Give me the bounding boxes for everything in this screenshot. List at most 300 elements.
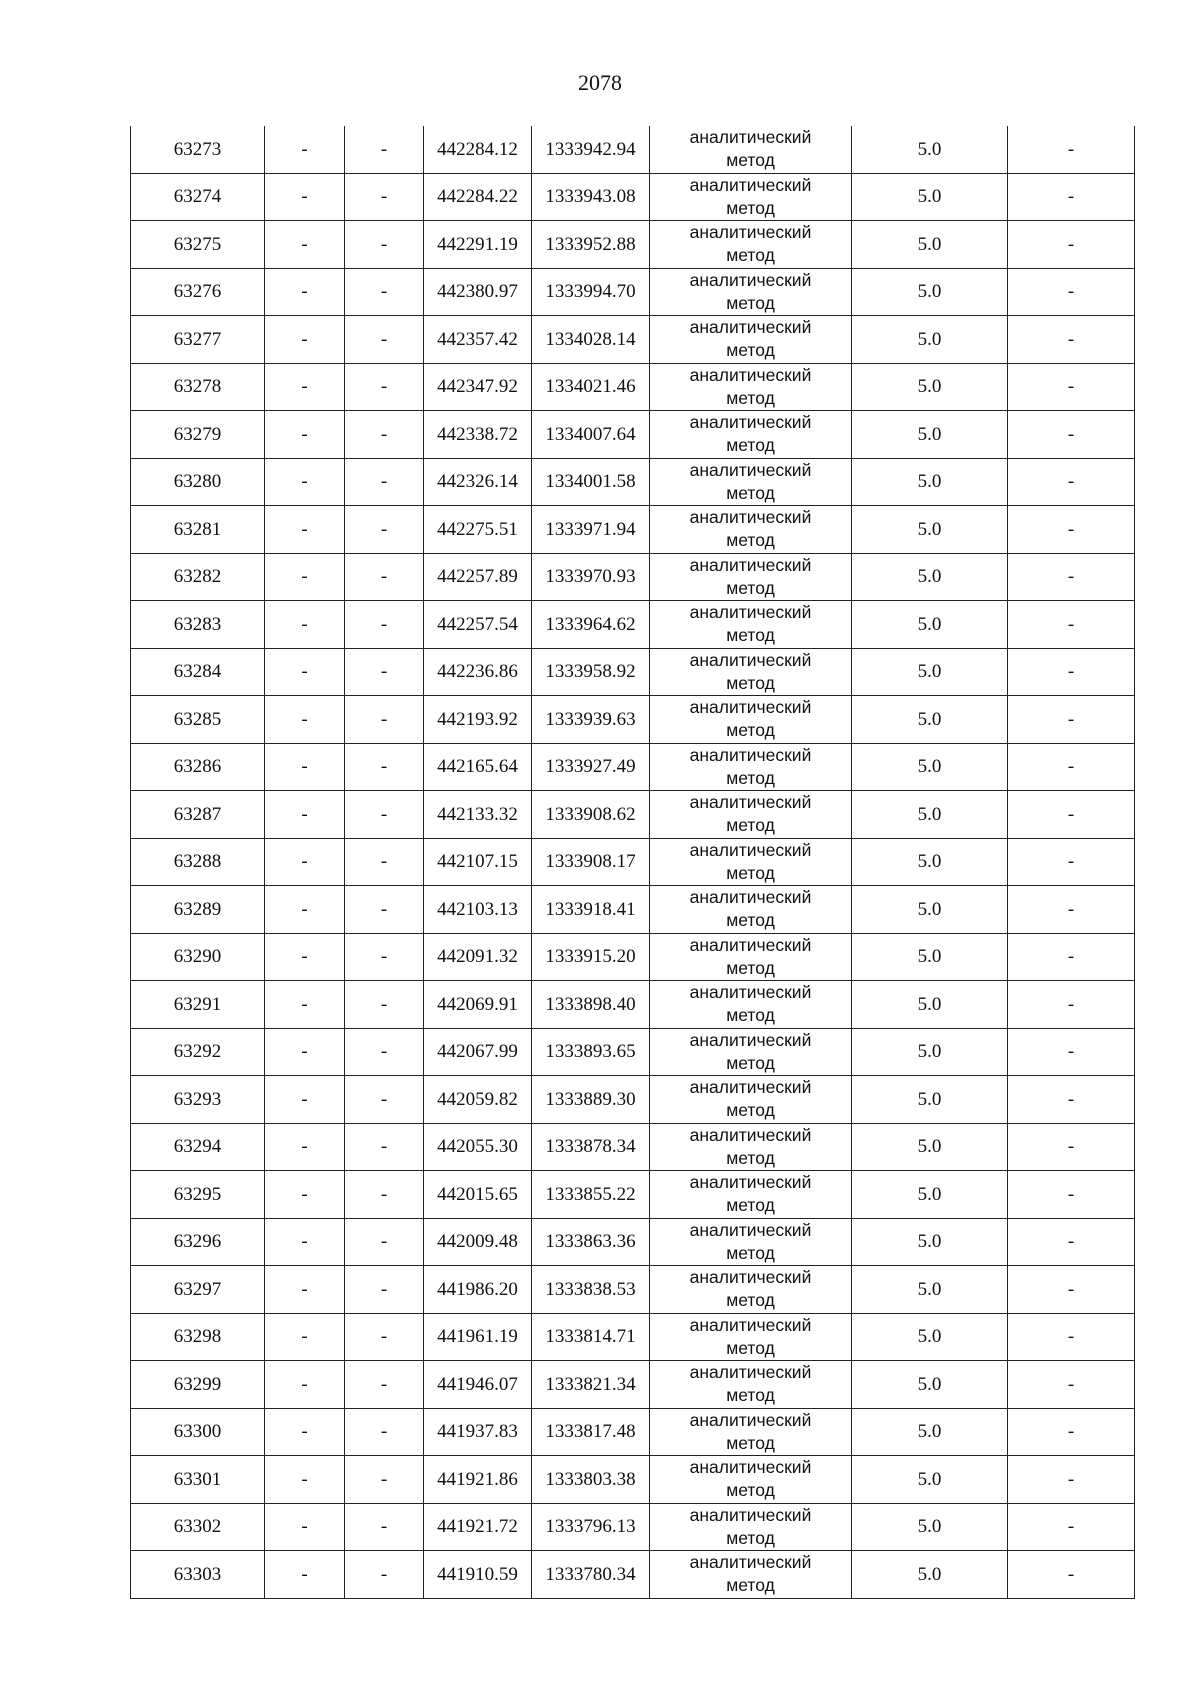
empty-value-cell: - xyxy=(345,933,424,981)
empty-value-cell: - xyxy=(1008,553,1135,601)
empty-value-cell: - xyxy=(265,1551,345,1599)
table-row xyxy=(131,791,1135,839)
method-line2: метод xyxy=(726,482,775,503)
empty-value-cell: - xyxy=(1008,1218,1135,1266)
method-line2: метод xyxy=(726,1480,775,1501)
empty-value-cell: - xyxy=(265,1123,345,1171)
method-cell xyxy=(650,1123,852,1171)
y-coordinate-cell: 1333971.94 xyxy=(532,506,650,554)
point-number-cell: 63282 xyxy=(131,553,265,601)
y-coordinate-cell: 1333821.34 xyxy=(532,1361,650,1409)
empty-value-cell: - xyxy=(345,1551,424,1599)
method-cell xyxy=(650,981,852,1029)
y-coordinate-cell: 1333908.62 xyxy=(532,791,650,839)
x-coordinate-cell: 442291.19 xyxy=(424,221,532,269)
method-cell xyxy=(650,1551,852,1599)
empty-value-cell: - xyxy=(1008,648,1135,696)
empty-value-cell: - xyxy=(345,1408,424,1456)
empty-value-cell: - xyxy=(345,1266,424,1314)
x-coordinate-cell: 442338.72 xyxy=(424,411,532,459)
method-cell xyxy=(650,1361,852,1409)
empty-value-cell: - xyxy=(265,1503,345,1551)
y-coordinate-cell: 1333942.94 xyxy=(532,126,650,173)
empty-value-cell: - xyxy=(1008,316,1135,364)
point-number-cell: 63283 xyxy=(131,601,265,649)
method-line2: метод xyxy=(726,1432,775,1453)
y-coordinate-cell: 1334021.46 xyxy=(532,363,650,411)
method-line1: аналитический xyxy=(689,602,812,623)
point-number-cell: 63288 xyxy=(131,838,265,886)
accuracy-cell: 5.0 xyxy=(852,1123,1008,1171)
empty-value-cell: - xyxy=(345,1028,424,1076)
table-row xyxy=(131,1076,1135,1124)
method-cell xyxy=(650,268,852,316)
method-cell xyxy=(650,1313,852,1361)
y-coordinate-cell: 1333855.22 xyxy=(532,1171,650,1219)
point-number-cell: 63273 xyxy=(131,126,265,173)
table-row xyxy=(131,316,1135,364)
accuracy-cell: 5.0 xyxy=(852,363,1008,411)
empty-value-cell: - xyxy=(1008,268,1135,316)
table-row xyxy=(131,553,1135,601)
method-cell xyxy=(650,696,852,744)
point-number-cell: 63291 xyxy=(131,981,265,1029)
x-coordinate-cell: 442236.86 xyxy=(424,648,532,696)
point-number-cell: 63299 xyxy=(131,1361,265,1409)
y-coordinate-cell: 1333970.93 xyxy=(532,553,650,601)
table-row xyxy=(131,1313,1135,1361)
empty-value-cell: - xyxy=(265,316,345,364)
x-coordinate-cell: 441921.86 xyxy=(424,1456,532,1504)
empty-value-cell: - xyxy=(345,1313,424,1361)
table-row xyxy=(131,221,1135,269)
y-coordinate-cell: 1333863.36 xyxy=(532,1218,650,1266)
x-coordinate-cell: 442059.82 xyxy=(424,1076,532,1124)
method-line1: аналитический xyxy=(689,1029,812,1050)
empty-value-cell: - xyxy=(265,363,345,411)
method-cell xyxy=(650,506,852,554)
method-line1: аналитический xyxy=(689,1409,812,1430)
accuracy-cell: 5.0 xyxy=(852,126,1008,173)
y-coordinate-cell: 1333838.53 xyxy=(532,1266,650,1314)
point-number-cell: 63286 xyxy=(131,743,265,791)
empty-value-cell: - xyxy=(345,791,424,839)
method-line2: метод xyxy=(726,150,775,171)
point-number-cell: 63290 xyxy=(131,933,265,981)
x-coordinate-cell: 442193.92 xyxy=(424,696,532,744)
table-row xyxy=(131,601,1135,649)
method-line1: аналитический xyxy=(689,459,812,480)
method-cell xyxy=(650,743,852,791)
method-cell xyxy=(650,1408,852,1456)
empty-value-cell: - xyxy=(345,316,424,364)
method-line2: метод xyxy=(726,1242,775,1263)
empty-value-cell: - xyxy=(1008,458,1135,506)
empty-value-cell: - xyxy=(1008,1456,1135,1504)
point-number-cell: 63295 xyxy=(131,1171,265,1219)
method-cell xyxy=(650,1456,852,1504)
method-line2: метод xyxy=(726,1052,775,1073)
empty-value-cell: - xyxy=(1008,838,1135,886)
method-cell xyxy=(650,1266,852,1314)
empty-value-cell: - xyxy=(265,601,345,649)
empty-value-cell: - xyxy=(265,1361,345,1409)
empty-value-cell: - xyxy=(345,458,424,506)
method-cell xyxy=(650,648,852,696)
method-cell xyxy=(650,316,852,364)
point-number-cell: 63279 xyxy=(131,411,265,459)
x-coordinate-cell: 442257.89 xyxy=(424,553,532,601)
point-number-cell: 63301 xyxy=(131,1456,265,1504)
empty-value-cell: - xyxy=(265,791,345,839)
method-line2: метод xyxy=(726,387,775,408)
y-coordinate-cell: 1334007.64 xyxy=(532,411,650,459)
empty-value-cell: - xyxy=(345,838,424,886)
y-coordinate-cell: 1333915.20 xyxy=(532,933,650,981)
x-coordinate-cell: 442015.65 xyxy=(424,1171,532,1219)
empty-value-cell: - xyxy=(1008,981,1135,1029)
method-line1: аналитический xyxy=(689,1552,812,1573)
empty-value-cell: - xyxy=(1008,173,1135,221)
x-coordinate-cell: 442326.14 xyxy=(424,458,532,506)
empty-value-cell: - xyxy=(265,1408,345,1456)
method-cell xyxy=(650,1028,852,1076)
empty-value-cell: - xyxy=(265,933,345,981)
method-line2: метод xyxy=(726,1385,775,1406)
x-coordinate-cell: 441910.59 xyxy=(424,1551,532,1599)
method-line1: аналитический xyxy=(689,507,812,528)
method-line1: аналитический xyxy=(689,934,812,955)
method-line2: метод xyxy=(726,815,775,836)
accuracy-cell: 5.0 xyxy=(852,1456,1008,1504)
method-line2: метод xyxy=(726,1337,775,1358)
method-line1: аналитический xyxy=(689,364,812,385)
empty-value-cell: - xyxy=(345,743,424,791)
y-coordinate-cell: 1333958.92 xyxy=(532,648,650,696)
empty-value-cell: - xyxy=(1008,743,1135,791)
x-coordinate-cell: 442091.32 xyxy=(424,933,532,981)
x-coordinate-cell: 442284.22 xyxy=(424,173,532,221)
table-row xyxy=(131,696,1135,744)
empty-value-cell: - xyxy=(1008,1171,1135,1219)
empty-value-cell: - xyxy=(1008,1076,1135,1124)
table-row xyxy=(131,1551,1135,1599)
empty-value-cell: - xyxy=(265,268,345,316)
empty-value-cell: - xyxy=(1008,1313,1135,1361)
y-coordinate-cell: 1333943.08 xyxy=(532,173,650,221)
empty-value-cell: - xyxy=(265,743,345,791)
method-cell xyxy=(650,1218,852,1266)
method-line1: аналитический xyxy=(689,174,812,195)
method-cell xyxy=(650,1503,852,1551)
x-coordinate-cell: 442067.99 xyxy=(424,1028,532,1076)
y-coordinate-cell: 1333908.17 xyxy=(532,838,650,886)
table-row xyxy=(131,363,1135,411)
method-line1: аналитический xyxy=(689,839,812,860)
point-number-cell: 63296 xyxy=(131,1218,265,1266)
x-coordinate-cell: 441937.83 xyxy=(424,1408,532,1456)
accuracy-cell: 5.0 xyxy=(852,743,1008,791)
accuracy-cell: 5.0 xyxy=(852,838,1008,886)
x-coordinate-cell: 442133.32 xyxy=(424,791,532,839)
x-coordinate-cell: 442275.51 xyxy=(424,506,532,554)
method-line1: аналитический xyxy=(689,412,812,433)
point-number-cell: 63278 xyxy=(131,363,265,411)
empty-value-cell: - xyxy=(265,1456,345,1504)
y-coordinate-cell: 1333994.70 xyxy=(532,268,650,316)
point-number-cell: 63275 xyxy=(131,221,265,269)
point-number-cell: 63294 xyxy=(131,1123,265,1171)
x-coordinate-cell: 442380.97 xyxy=(424,268,532,316)
method-line2: метод xyxy=(726,530,775,551)
accuracy-cell: 5.0 xyxy=(852,933,1008,981)
method-line1: аналитический xyxy=(689,1172,812,1193)
y-coordinate-cell: 1333814.71 xyxy=(532,1313,650,1361)
accuracy-cell: 5.0 xyxy=(852,1171,1008,1219)
point-number-cell: 63302 xyxy=(131,1503,265,1551)
point-number-cell: 63298 xyxy=(131,1313,265,1361)
point-number-cell: 63280 xyxy=(131,458,265,506)
empty-value-cell: - xyxy=(1008,221,1135,269)
empty-value-cell: - xyxy=(1008,363,1135,411)
method-line1: аналитический xyxy=(689,1267,812,1288)
empty-value-cell: - xyxy=(345,411,424,459)
empty-value-cell: - xyxy=(1008,1028,1135,1076)
accuracy-cell: 5.0 xyxy=(852,458,1008,506)
method-line1: аналитический xyxy=(689,222,812,243)
method-line1: аналитический xyxy=(689,792,812,813)
table-row xyxy=(131,1028,1135,1076)
table-row xyxy=(131,838,1135,886)
accuracy-cell: 5.0 xyxy=(852,173,1008,221)
method-line2: метод xyxy=(726,1100,775,1121)
method-cell xyxy=(650,411,852,459)
table-row xyxy=(131,1171,1135,1219)
method-line1: аналитический xyxy=(689,1077,812,1098)
coordinates-table xyxy=(130,126,1135,1599)
empty-value-cell: - xyxy=(1008,1361,1135,1409)
empty-value-cell: - xyxy=(345,981,424,1029)
method-cell xyxy=(650,458,852,506)
point-number-cell: 63284 xyxy=(131,648,265,696)
method-line2: метод xyxy=(726,1147,775,1168)
accuracy-cell: 5.0 xyxy=(852,268,1008,316)
table-row xyxy=(131,1503,1135,1551)
method-cell xyxy=(650,1171,852,1219)
accuracy-cell: 5.0 xyxy=(852,981,1008,1029)
method-line1: аналитический xyxy=(689,554,812,575)
x-coordinate-cell: 442347.92 xyxy=(424,363,532,411)
empty-value-cell: - xyxy=(1008,126,1135,173)
empty-value-cell: - xyxy=(265,886,345,934)
method-line1: аналитический xyxy=(689,1504,812,1525)
table-row xyxy=(131,886,1135,934)
table-row xyxy=(131,1408,1135,1456)
empty-value-cell: - xyxy=(345,1456,424,1504)
table-row xyxy=(131,1266,1135,1314)
point-number-cell: 63289 xyxy=(131,886,265,934)
accuracy-cell: 5.0 xyxy=(852,696,1008,744)
method-line1: аналитический xyxy=(689,317,812,338)
empty-value-cell: - xyxy=(265,1028,345,1076)
y-coordinate-cell: 1333898.40 xyxy=(532,981,650,1029)
x-coordinate-cell: 442103.13 xyxy=(424,886,532,934)
accuracy-cell: 5.0 xyxy=(852,1266,1008,1314)
method-line1: аналитический xyxy=(689,697,812,718)
method-cell xyxy=(650,126,852,173)
point-number-cell: 63303 xyxy=(131,1551,265,1599)
method-line1: аналитический xyxy=(689,887,812,908)
table-row xyxy=(131,458,1135,506)
x-coordinate-cell: 442055.30 xyxy=(424,1123,532,1171)
table-row xyxy=(131,411,1135,459)
empty-value-cell: - xyxy=(265,506,345,554)
method-line2: метод xyxy=(726,292,775,313)
point-number-cell: 63292 xyxy=(131,1028,265,1076)
x-coordinate-cell: 442107.15 xyxy=(424,838,532,886)
method-cell xyxy=(650,363,852,411)
method-cell xyxy=(650,553,852,601)
table-row xyxy=(131,1361,1135,1409)
point-number-cell: 63287 xyxy=(131,791,265,839)
empty-value-cell: - xyxy=(345,553,424,601)
empty-value-cell: - xyxy=(345,1503,424,1551)
method-line2: метод xyxy=(726,1290,775,1311)
empty-value-cell: - xyxy=(1008,791,1135,839)
y-coordinate-cell: 1334001.58 xyxy=(532,458,650,506)
method-cell xyxy=(650,886,852,934)
method-line2: метод xyxy=(726,767,775,788)
method-line2: метод xyxy=(726,435,775,456)
empty-value-cell: - xyxy=(345,1171,424,1219)
accuracy-cell: 5.0 xyxy=(852,601,1008,649)
empty-value-cell: - xyxy=(1008,506,1135,554)
empty-value-cell: - xyxy=(345,1218,424,1266)
x-coordinate-cell: 442357.42 xyxy=(424,316,532,364)
accuracy-cell: 5.0 xyxy=(852,791,1008,839)
x-coordinate-cell: 442009.48 xyxy=(424,1218,532,1266)
empty-value-cell: - xyxy=(1008,933,1135,981)
empty-value-cell: - xyxy=(265,1076,345,1124)
empty-value-cell: - xyxy=(1008,1408,1135,1456)
point-number-cell: 63274 xyxy=(131,173,265,221)
table-body xyxy=(131,126,1135,1598)
table-row xyxy=(131,1456,1135,1504)
y-coordinate-cell: 1333889.30 xyxy=(532,1076,650,1124)
empty-value-cell: - xyxy=(345,1076,424,1124)
y-coordinate-cell: 1333952.88 xyxy=(532,221,650,269)
table-row xyxy=(131,981,1135,1029)
table-row xyxy=(131,268,1135,316)
accuracy-cell: 5.0 xyxy=(852,1028,1008,1076)
accuracy-cell: 5.0 xyxy=(852,1218,1008,1266)
empty-value-cell: - xyxy=(265,1313,345,1361)
table-row xyxy=(131,1218,1135,1266)
x-coordinate-cell: 442069.91 xyxy=(424,981,532,1029)
accuracy-cell: 5.0 xyxy=(852,316,1008,364)
method-line1: аналитический xyxy=(689,1457,812,1478)
y-coordinate-cell: 1333817.48 xyxy=(532,1408,650,1456)
empty-value-cell: - xyxy=(1008,696,1135,744)
table-row xyxy=(131,933,1135,981)
method-line2: метод xyxy=(726,672,775,693)
method-cell xyxy=(650,173,852,221)
method-cell xyxy=(650,1076,852,1124)
y-coordinate-cell: 1334028.14 xyxy=(532,316,650,364)
method-line2: метод xyxy=(726,197,775,218)
accuracy-cell: 5.0 xyxy=(852,1361,1008,1409)
method-line2: метод xyxy=(726,720,775,741)
empty-value-cell: - xyxy=(1008,886,1135,934)
method-cell xyxy=(650,791,852,839)
point-number-cell: 63293 xyxy=(131,1076,265,1124)
empty-value-cell: - xyxy=(265,838,345,886)
accuracy-cell: 5.0 xyxy=(852,411,1008,459)
x-coordinate-cell: 441946.07 xyxy=(424,1361,532,1409)
accuracy-cell: 5.0 xyxy=(852,1313,1008,1361)
empty-value-cell: - xyxy=(265,1266,345,1314)
point-number-cell: 63276 xyxy=(131,268,265,316)
empty-value-cell: - xyxy=(1008,411,1135,459)
point-number-cell: 63277 xyxy=(131,316,265,364)
empty-value-cell: - xyxy=(265,1171,345,1219)
accuracy-cell: 5.0 xyxy=(852,648,1008,696)
x-coordinate-cell: 442284.12 xyxy=(424,126,532,173)
y-coordinate-cell: 1333918.41 xyxy=(532,886,650,934)
method-line2: метод xyxy=(726,1005,775,1026)
y-coordinate-cell: 1333878.34 xyxy=(532,1123,650,1171)
y-coordinate-cell: 1333780.34 xyxy=(532,1551,650,1599)
point-number-cell: 63281 xyxy=(131,506,265,554)
accuracy-cell: 5.0 xyxy=(852,221,1008,269)
table-row xyxy=(131,648,1135,696)
empty-value-cell: - xyxy=(265,1218,345,1266)
accuracy-cell: 5.0 xyxy=(852,506,1008,554)
method-cell xyxy=(650,933,852,981)
empty-value-cell: - xyxy=(265,648,345,696)
empty-value-cell: - xyxy=(345,173,424,221)
table-row xyxy=(131,506,1135,554)
y-coordinate-cell: 1333803.38 xyxy=(532,1456,650,1504)
method-line2: метод xyxy=(726,577,775,598)
x-coordinate-cell: 441961.19 xyxy=(424,1313,532,1361)
method-line2: метод xyxy=(726,1527,775,1548)
x-coordinate-cell: 441986.20 xyxy=(424,1266,532,1314)
y-coordinate-cell: 1333893.65 xyxy=(532,1028,650,1076)
empty-value-cell: - xyxy=(345,601,424,649)
empty-value-cell: - xyxy=(1008,1123,1135,1171)
accuracy-cell: 5.0 xyxy=(852,1076,1008,1124)
method-line1: аналитический xyxy=(689,1124,812,1145)
empty-value-cell: - xyxy=(345,506,424,554)
empty-value-cell: - xyxy=(265,221,345,269)
accuracy-cell: 5.0 xyxy=(852,553,1008,601)
method-line1: аналитический xyxy=(689,1314,812,1335)
empty-value-cell: - xyxy=(1008,1503,1135,1551)
table-row xyxy=(131,1123,1135,1171)
empty-value-cell: - xyxy=(265,458,345,506)
accuracy-cell: 5.0 xyxy=(852,1551,1008,1599)
empty-value-cell: - xyxy=(265,173,345,221)
empty-value-cell: - xyxy=(1008,1266,1135,1314)
x-coordinate-cell: 441921.72 xyxy=(424,1503,532,1551)
table-row xyxy=(131,173,1135,221)
page-number: 2078 xyxy=(578,70,622,95)
empty-value-cell: - xyxy=(1008,601,1135,649)
method-line1: аналитический xyxy=(689,269,812,290)
method-line1: аналитический xyxy=(689,649,812,670)
empty-value-cell: - xyxy=(345,886,424,934)
